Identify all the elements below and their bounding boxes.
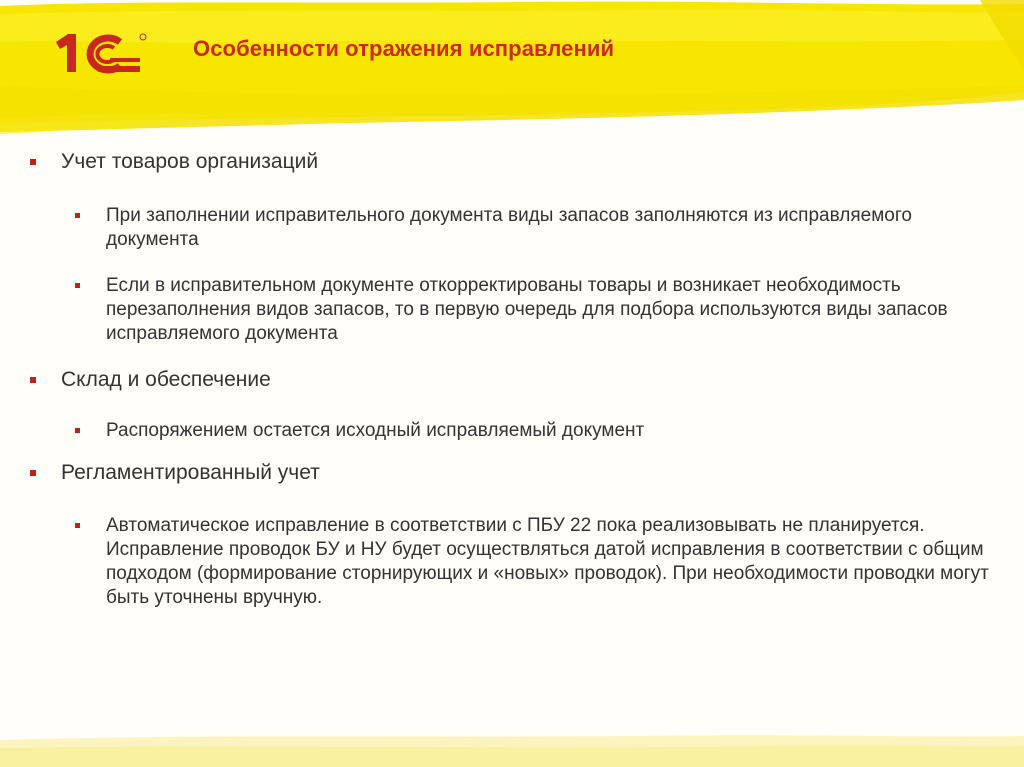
square-bullet-icon	[75, 213, 80, 218]
square-bullet-icon	[75, 283, 80, 288]
page-title: Особенности отражения исправлений	[193, 36, 615, 61]
square-bullet-icon	[30, 470, 36, 476]
section-label: Регламентированный учет	[61, 461, 320, 484]
bottom-brush-strip	[0, 728, 1024, 767]
square-bullet-icon	[75, 428, 80, 433]
section-label: Склад и обеспечение	[61, 368, 271, 391]
square-bullet-icon	[30, 159, 36, 165]
list-item-text: Автоматическое исправление в соответствии с ПБУ 22 пока реализовывать не планируется. Исправление проводок БУ и НУ будет осуществляться датой исправления в соответствии с общим подходом (формирование сторнирующих и «новых» проводок). При необходимости проводки могут быть уточнены вручную.	[106, 515, 989, 608]
list-item-text: Распоряжением остается исходный исправляемый документ	[106, 420, 645, 441]
square-bullet-icon	[30, 377, 36, 383]
section-label: Учет товаров организаций	[61, 150, 319, 173]
square-bullet-icon	[75, 523, 80, 528]
list-item-text: Если в исправительном документе откорректированы товары и возникает необходимость перезаполнения видов запасов, то в первую очередь для подбора используются виды запасов исправляемого документа	[106, 275, 948, 344]
list-item-text: При заполнении исправительного документа виды запасов заполняются из исправляемого документа	[106, 205, 912, 250]
